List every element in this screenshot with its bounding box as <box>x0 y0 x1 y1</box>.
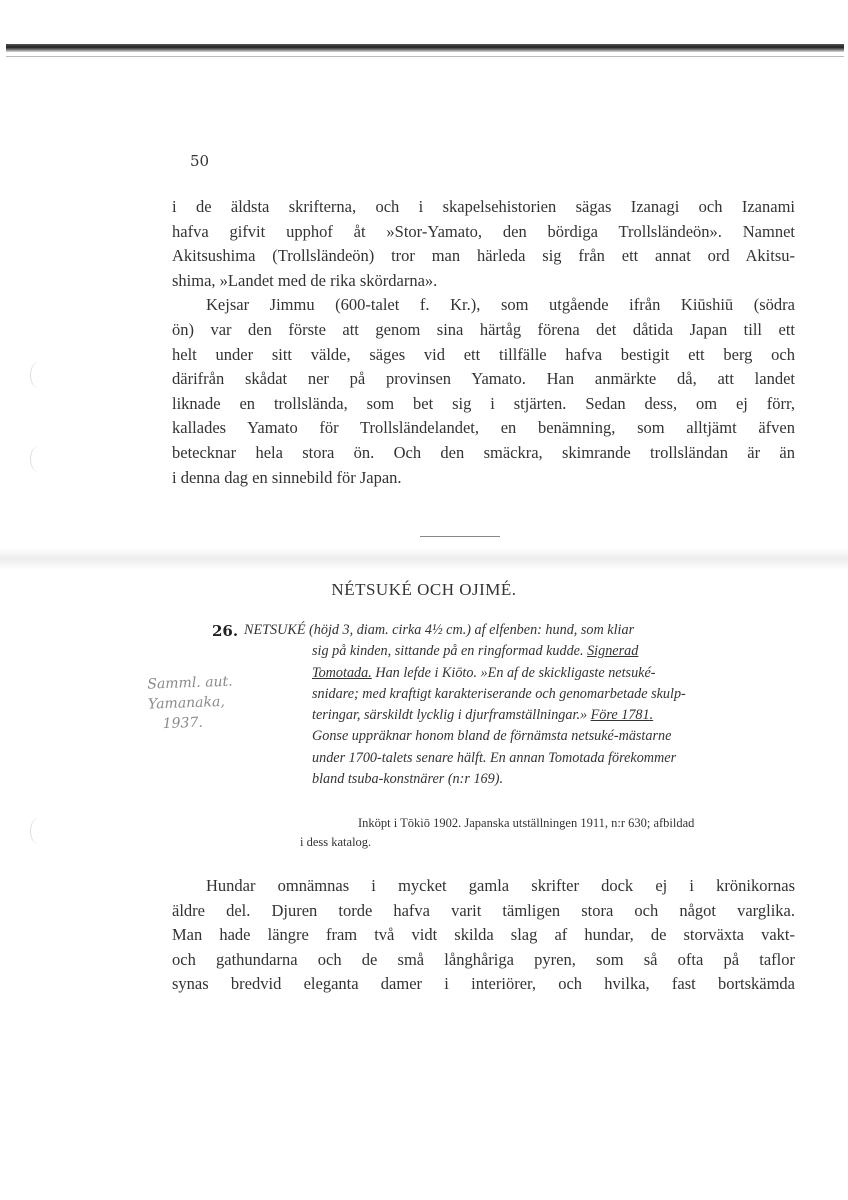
text-line: Man hade längre fram två vidt skilda slag af hundar, de storväxta vakt- <box>172 925 795 945</box>
text-line: kallades Yamato för Trollsländelandet, en benämning, som alltjämt äfven <box>172 418 795 438</box>
scan-top-border-thin <box>6 56 844 57</box>
text-line: i de äldsta skrifterna, och i skapelsehistorien sägas Izanagi och Izanami <box>172 197 795 216</box>
acquisition-note <box>300 814 800 852</box>
margin-punch-mark <box>30 362 47 388</box>
text-line: liknade en trollslända, som bet sig i stjärten. Sedan dess, om ej förr, <box>172 393 795 413</box>
section-divider <box>420 536 500 537</box>
page-number: 50 <box>190 152 210 170</box>
entry-line: Gonse uppräknar honom bland de förnämsta netsuké-mästarne <box>312 728 672 745</box>
handwritten-annotation <box>147 669 299 734</box>
scan-top-border <box>6 44 844 52</box>
catalog-entry <box>244 620 796 790</box>
handwritten-line: 1937. <box>162 714 204 733</box>
entry-line: snidare; med kraftigt karakteriserande och genomarbetade skulp- <box>312 685 686 702</box>
entry-line: under 1700-talets senare hälft. En annan Tomotada förekommer <box>312 749 677 766</box>
margin-punch-mark <box>30 818 47 844</box>
text-line: hafva gifvit upphof åt »Stor-Yamato, den bördiga Trollsländeön». Namnet <box>172 221 795 241</box>
scan-fold-shadow <box>0 548 848 570</box>
acquisition-line: Inköpt i Tōkiō 1902. Japanska utställningen 1911, n:r 630; afbildad <box>358 816 695 830</box>
text-line: därifrån skådat ner på provinsen Yamato. Han anmärkte då, att landet <box>172 369 795 389</box>
text-line: i denna dag en sinnebild för Japan. <box>172 467 402 487</box>
entry-line <box>244 705 796 726</box>
entry-line <box>244 663 796 684</box>
text-line: äldre del. Djuren torde hafva varit tämligen stora och något varglika. <box>172 900 795 920</box>
text-line: shima, »Landet med de rika skördarna». <box>172 270 438 290</box>
entry-line: bland tsuba-konstnärer (n:r 169). <box>312 771 503 788</box>
signature-label: Signerad <box>587 643 639 660</box>
text-line: Hundar omnämnas i mycket gamla skrifter dock ej i krönikornas <box>206 876 795 895</box>
text-line: Akitsushima (Trollsländeön) tror man härleda sig från ett annat ord Akitsu- <box>172 246 795 266</box>
entry-text: sig på kinden, sittande på en ringformad kudde. <box>312 643 584 660</box>
entry-line: NETSUKÉ (höjd 3, diam. cirka 4½ cm.) af elfenben: hund, som kliar <box>244 622 635 638</box>
text-line: Kejsar Jimmu (600-talet f. Kr.), som utgående ifrån Kiūshiū (södra <box>206 295 795 315</box>
text-line: och gathundarna och de små långhåriga pyren, som så ofta på taflor <box>172 949 795 969</box>
handwritten-line: Yamanaka, <box>147 693 226 713</box>
catalog-entry-number: 26. <box>212 622 239 640</box>
entry-text: teringar, särskildt lycklig i djurframställningar.» <box>312 707 591 724</box>
paragraph-dogs <box>172 874 795 997</box>
date-note: Före 1781. <box>590 707 654 724</box>
margin-punch-mark <box>30 446 47 472</box>
signer-name: Tomotada. <box>312 664 372 681</box>
acquisition-line: i dess katalog. <box>300 835 372 849</box>
handwritten-line: Samml. aut. <box>147 673 233 693</box>
text-line: betecknar hela stora ön. Och den smäckra, skimrande trollsländan är än <box>172 442 795 462</box>
text-line: helt under sitt välde, säges vid ett tillfälle hafva bestigit ett berg och <box>172 344 795 364</box>
entry-text: Han lefde i Kiōto. »En af de skickligaste netsuké- <box>371 664 656 681</box>
paragraph-dragonfly <box>172 195 795 490</box>
section-title: NÉTSUKÉ OCH OJIMÉ. <box>331 580 517 599</box>
text-line: synas bredvid eleganta damer i interiörer, och hvilka, fast bortskämda <box>172 974 795 994</box>
entry-line <box>244 641 796 662</box>
text-line: ön) var den förste att genom sina härtåg förena det dåtida Japan till ett <box>172 319 795 339</box>
